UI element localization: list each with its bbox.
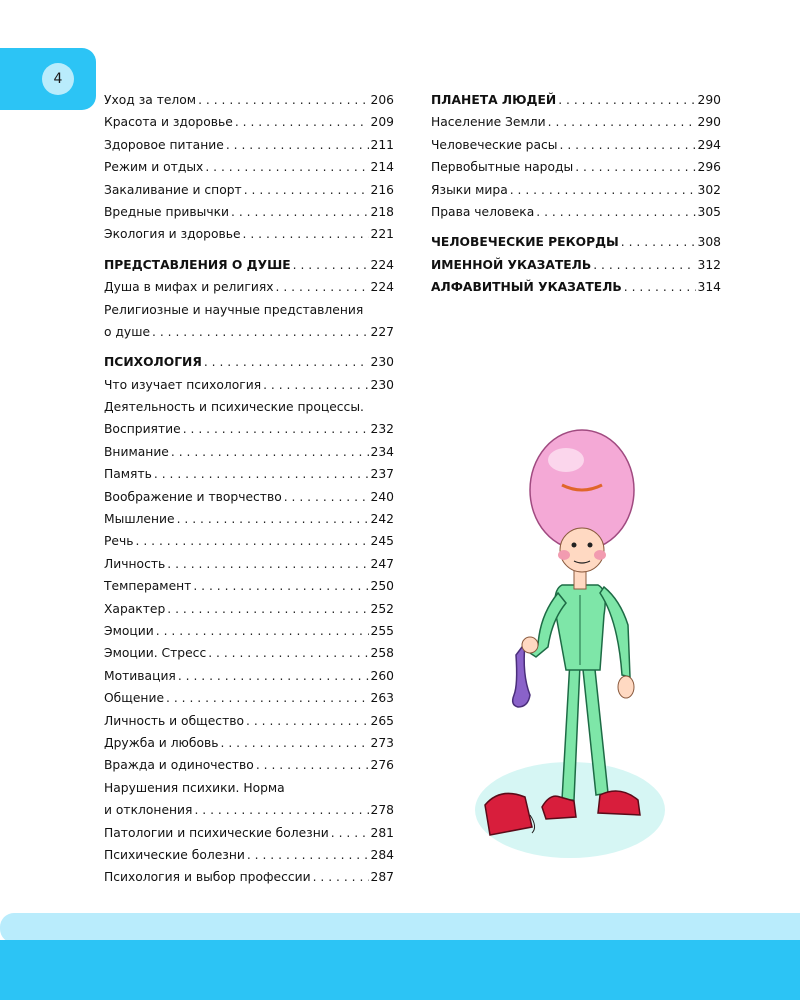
toc-page-number: 224 — [370, 280, 394, 295]
toc-entry-title: ПЛАНЕТА ЛЮДЕЙ — [431, 93, 557, 107]
toc-page-number: 281 — [370, 825, 394, 840]
dot-leader — [621, 231, 696, 253]
toc-entry-title: Языки мира — [431, 182, 508, 197]
dot-leader — [204, 351, 369, 373]
toc-entry[interactable] — [104, 201, 394, 223]
section-gap — [104, 246, 394, 254]
bottom-decor-band — [0, 940, 800, 1000]
toc-page-number: 260 — [370, 668, 394, 683]
toc-page-number: 227 — [370, 324, 394, 339]
toc-entry-title: ПСИХОЛОГИЯ — [104, 355, 202, 370]
toc-page-number: 234 — [370, 444, 394, 459]
toc-entry-title: Речь — [104, 534, 134, 549]
toc-entry[interactable] — [431, 134, 721, 156]
toc-entry[interactable] — [104, 598, 394, 620]
toc-entry[interactable] — [104, 508, 394, 530]
toc-section-heading[interactable] — [431, 231, 721, 253]
dot-leader — [166, 687, 369, 709]
section-gap — [431, 223, 721, 231]
toc-page-number: 284 — [370, 847, 394, 862]
dot-leader — [548, 111, 696, 133]
toc-page-number: 218 — [370, 204, 394, 219]
toc-page-number: 265 — [370, 713, 394, 728]
toc-entry-title: Вредные привычки — [104, 204, 230, 219]
toc-entry-title: Воображение и творчество — [104, 489, 282, 504]
toc-page-number: 252 — [370, 601, 394, 616]
dot-leader — [198, 89, 368, 111]
toc-entry-title: Что изучает психология — [104, 377, 262, 392]
toc-entry-title: Мотивация — [104, 668, 176, 683]
dot-leader — [510, 179, 696, 201]
toc-right-column — [431, 89, 721, 299]
toc-entry[interactable] — [104, 866, 394, 888]
toc-text-line: Деятельность и психические процессы. — [104, 400, 364, 415]
toc-entry-title: Человеческие расы — [431, 137, 558, 152]
toc-entry[interactable] — [104, 799, 394, 821]
toc-entry-title: Психические болезни — [104, 847, 245, 862]
toc-left-column — [104, 89, 394, 889]
toc-entry-title: Восприятие — [104, 422, 181, 437]
toc-entry[interactable] — [104, 553, 394, 575]
toc-entry-title: о душе — [104, 324, 151, 339]
toc-entry[interactable] — [104, 822, 394, 844]
toc-page-number: 245 — [370, 534, 394, 549]
toc-entry-title: Внимание — [104, 444, 169, 459]
toc-entry-title: Дружба и любовь — [104, 735, 219, 750]
removed-shoe — [485, 793, 532, 835]
toc-entry[interactable] — [104, 321, 394, 343]
dot-leader — [167, 553, 368, 575]
toc-page-number: 230 — [370, 377, 394, 392]
dot-leader — [560, 134, 696, 156]
toc-entry[interactable] — [104, 441, 394, 463]
dot-leader — [256, 754, 369, 776]
toc-page-number: 221 — [370, 227, 394, 242]
section-gap — [104, 343, 394, 351]
toc-entry[interactable] — [104, 687, 394, 709]
toc-entry[interactable] — [104, 223, 394, 245]
dot-leader — [244, 179, 369, 201]
toc-entry-title: Психология и выбор профессии — [104, 870, 311, 885]
toc-page-number: 296 — [697, 160, 721, 175]
toc-entry-title: Личность — [104, 556, 166, 571]
toc-page-number: 247 — [370, 556, 394, 571]
cheek-left — [558, 550, 570, 560]
toc-section-heading[interactable] — [431, 254, 721, 276]
toc-entry-title: Характер — [104, 601, 166, 616]
dot-leader — [313, 866, 369, 888]
page-number: 4 — [42, 63, 74, 95]
toc-entry-title: Общение — [104, 691, 165, 706]
toc-entry[interactable] — [431, 156, 721, 178]
toc-section-heading[interactable] — [431, 89, 721, 111]
toc-entry-title: Население Земли — [431, 115, 546, 130]
toc-page-number: 290 — [697, 93, 721, 107]
toc-entry-title: Права человека — [431, 204, 535, 219]
toc-entry-title: Экология и здоровье — [104, 227, 241, 242]
toc-page-number: 240 — [370, 489, 394, 504]
toc-entry-title: Память — [104, 467, 152, 482]
toc-entry[interactable] — [104, 575, 394, 597]
toc-entry[interactable] — [104, 620, 394, 642]
dot-leader — [331, 822, 369, 844]
toc-section-heading[interactable] — [104, 254, 394, 276]
toc-section-heading[interactable] — [431, 276, 721, 298]
eye-left — [572, 543, 577, 548]
toc-entry[interactable] — [104, 754, 394, 776]
toc-entry[interactable] — [104, 134, 394, 156]
toc-page-number: 258 — [370, 646, 394, 661]
toc-page-number: 273 — [370, 735, 394, 750]
toc-page-number: 312 — [697, 257, 721, 272]
dot-leader — [558, 89, 695, 111]
dot-leader — [575, 156, 695, 178]
toc-page-number: 276 — [370, 758, 394, 773]
toc-page-number: 278 — [370, 803, 394, 818]
toc-page-number: 214 — [370, 160, 394, 175]
toc-entry-title: Мышление — [104, 512, 175, 527]
toc-entry[interactable] — [104, 844, 394, 866]
toc-entry-title: АЛФАВИТНЫЙ УКАЗАТЕЛЬ — [431, 280, 622, 295]
toc-page-number: 216 — [370, 182, 394, 197]
toc-page-number: 224 — [370, 257, 394, 272]
toc-entry-title: Эмоции — [104, 623, 154, 638]
toc-text-line: Нарушения психики. Норма — [104, 780, 285, 795]
toc-entry[interactable] — [431, 111, 721, 133]
toc-entry-title: Темперамент — [104, 579, 192, 594]
toc-entry[interactable] — [104, 463, 394, 485]
toc-entry-title: и отклонения — [104, 803, 193, 818]
cheek-right — [594, 550, 606, 560]
toc-entry[interactable] — [104, 710, 394, 732]
dot-leader — [193, 575, 368, 597]
toc-page-number: 232 — [370, 422, 394, 437]
toc-entry[interactable] — [104, 732, 394, 754]
toc-page-number: 294 — [697, 137, 721, 152]
left-hand — [522, 637, 538, 653]
dot-leader — [263, 374, 368, 396]
toc-entry-title: Режим и отдых — [104, 160, 204, 175]
dot-leader — [226, 134, 369, 156]
toc-page-number: 308 — [697, 235, 721, 250]
dot-leader — [593, 254, 695, 276]
toc-entry-title: Уход за телом — [104, 93, 197, 107]
toc-page-number: 302 — [697, 182, 721, 197]
toc-page-number: 305 — [697, 204, 721, 219]
eye-right — [588, 543, 593, 548]
toc-page-number: 209 — [370, 115, 394, 130]
toc-entry[interactable] — [104, 418, 394, 440]
toc-entry[interactable] — [431, 201, 721, 223]
bottom-decor-light — [0, 913, 800, 943]
toc-page-number: 242 — [370, 512, 394, 527]
toc-entry-title: Закаливание и спорт — [104, 182, 242, 197]
dot-leader — [276, 276, 369, 298]
dot-leader — [194, 799, 368, 821]
toc-entry-title: ИМЕННОЙ УКАЗАТЕЛЬ — [431, 257, 592, 272]
dot-leader — [246, 710, 369, 732]
toc-text-line: Религиозные и научные представления — [104, 302, 364, 317]
toc-page-number: 206 — [370, 93, 394, 107]
toc-entry-title: Красота и здоровье — [104, 115, 233, 130]
toc-entry[interactable] — [104, 530, 394, 552]
toc-entry[interactable] — [104, 276, 394, 298]
face — [560, 528, 604, 572]
toc-entry[interactable] — [104, 374, 394, 396]
toc-page-number: 263 — [370, 691, 394, 706]
dot-leader — [208, 642, 368, 664]
dot-leader — [624, 276, 696, 298]
toc-entry-title: ПРЕДСТАВЛЕНИЯ О ДУШЕ — [104, 257, 291, 272]
dot-leader — [205, 156, 368, 178]
dot-leader — [536, 201, 695, 223]
toc-entry[interactable] — [104, 111, 394, 133]
dot-leader — [231, 201, 369, 223]
dot-leader — [284, 486, 369, 508]
dot-leader — [156, 620, 369, 642]
toc-page-number: 290 — [697, 115, 721, 130]
toc-entry[interactable] — [104, 486, 394, 508]
right-hand — [618, 676, 634, 698]
toc-entry-title: Личность и общество — [104, 713, 244, 728]
toc-page-number: 237 — [370, 467, 394, 482]
dot-leader — [183, 418, 369, 440]
dot-leader — [167, 598, 368, 620]
right-arm — [600, 587, 630, 677]
cartoon-character-illustration — [470, 415, 700, 875]
dot-leader — [154, 463, 369, 485]
toc-entry[interactable] — [104, 179, 394, 201]
dot-leader — [177, 508, 369, 530]
toc-entry[interactable] — [104, 89, 394, 111]
dot-leader — [293, 254, 369, 276]
toc-section-heading[interactable] — [104, 351, 394, 373]
toc-entry-title: Эмоции. Стресс — [104, 646, 207, 661]
head-highlight — [548, 448, 584, 472]
dot-leader — [235, 111, 369, 133]
dot-leader — [171, 441, 369, 463]
toc-entry-title: Здоровое питание — [104, 137, 224, 152]
left-shoe — [542, 796, 576, 819]
toc-page-number: 314 — [697, 280, 721, 295]
toc-page-number: 230 — [370, 355, 394, 370]
dot-leader — [247, 844, 369, 866]
dot-leader — [152, 321, 368, 343]
dot-leader — [178, 665, 369, 687]
toc-page-number: 287 — [370, 870, 394, 885]
toc-entry-title: Патологии и психические болезни — [104, 825, 329, 840]
toc-entry[interactable] — [104, 642, 394, 664]
toc-entry-title: Первобытные народы — [431, 160, 574, 175]
toc-page-number: 211 — [370, 137, 394, 152]
toc-entry[interactable] — [104, 156, 394, 178]
dot-leader — [136, 530, 369, 552]
dot-leader — [243, 223, 369, 245]
toc-entry-title: ЧЕЛОВЕЧЕСКИЕ РЕКОРДЫ — [431, 235, 619, 250]
dot-leader — [221, 732, 369, 754]
toc-entry-title: Душа в мифах и религиях — [104, 280, 274, 295]
toc-entry-title: Вражда и одиночество — [104, 758, 254, 773]
toc-page-number: 250 — [370, 579, 394, 594]
toc-entry[interactable] — [104, 665, 394, 687]
toc-page-number: 255 — [370, 623, 394, 638]
toc-entry[interactable] — [431, 179, 721, 201]
